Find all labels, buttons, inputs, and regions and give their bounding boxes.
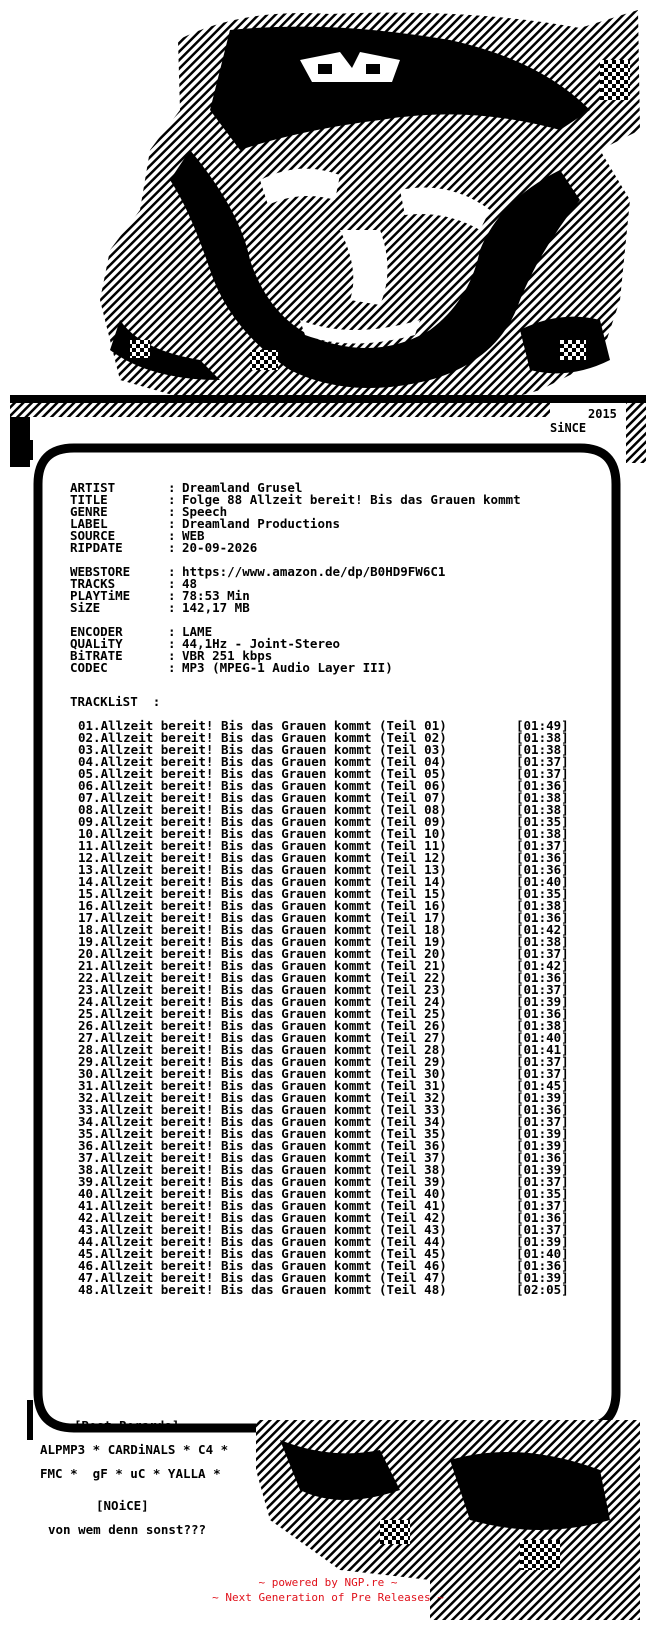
track-title: 11.Allzeit bereit! Bis das Grauen kommt (Teil 11) — [78, 838, 447, 853]
track-title: 22.Allzeit bereit! Bis das Grauen kommt (Teil 22) — [78, 970, 447, 985]
bottom-art — [256, 1420, 640, 1620]
greetings-tagline: von wem denn sonst??? — [48, 1522, 207, 1537]
info-key: LABEL — [70, 516, 108, 531]
track-title: 26.Allzeit bereit! Bis das Grauen kommt (Teil 26) — [78, 1018, 447, 1033]
track-title: 42.Allzeit bereit! Bis das Grauen kommt (Teil 42) — [78, 1210, 447, 1225]
track-duration: [01:49] — [516, 718, 569, 733]
track-title: 35.Allzeit bereit! Bis das Grauen kommt (Teil 35) — [78, 1126, 447, 1141]
info-separator: : — [168, 516, 176, 531]
face-illustration — [100, 10, 640, 410]
track-duration: [01:38] — [516, 790, 569, 805]
track-duration: [01:39] — [516, 1234, 569, 1249]
track-duration: [01:45] — [516, 1078, 569, 1093]
info-value: 20-09-2026 — [182, 540, 258, 555]
track-title: 30.Allzeit bereit! Bis das Grauen kommt (Teil 30) — [78, 1066, 447, 1081]
track-title: 08.Allzeit bereit! Bis das Grauen kommt (Teil 08) — [78, 802, 447, 817]
info-value: Folge 88 Allzeit bereit! Bis das Grauen kommt — [182, 492, 521, 507]
track-title: 45.Allzeit bereit! Bis das Grauen kommt (Teil 45) — [78, 1246, 447, 1261]
track-title: 28.Allzeit bereit! Bis das Grauen kommt (Teil 28) — [78, 1042, 447, 1057]
info-separator: : — [168, 660, 176, 675]
info-key: WEBSTORE — [70, 564, 131, 579]
tracklist-title: TRACKLiST : — [70, 694, 161, 709]
info-key: QUALiTY — [70, 636, 123, 651]
track-title: 24.Allzeit bereit! Bis das Grauen kommt (Teil 24) — [78, 994, 447, 1009]
track-duration: [01:37] — [516, 1174, 569, 1189]
track-duration: [01:36] — [516, 1258, 569, 1273]
track-duration: [01:36] — [516, 1150, 569, 1165]
greetings-regards: [Best Regards] — [74, 1418, 180, 1433]
track-duration: [01:36] — [516, 910, 569, 925]
track-title: 07.Allzeit bereit! Bis das Grauen kommt (Teil 07) — [78, 790, 447, 805]
track-duration: [01:37] — [516, 1198, 569, 1213]
info-row — [70, 530, 521, 542]
track-duration: [01:35] — [516, 814, 569, 829]
info-key: GENRE — [70, 504, 108, 519]
track-duration: [01:37] — [516, 838, 569, 853]
info-key: CODEC — [70, 660, 108, 675]
track-title: 32.Allzeit bereit! Bis das Grauen kommt (Teil 32) — [78, 1090, 447, 1105]
track-title: 36.Allzeit bereit! Bis das Grauen kommt (Teil 36) — [78, 1138, 447, 1153]
info-key: PLAYTiME — [70, 588, 131, 603]
track-duration: [01:39] — [516, 1126, 569, 1141]
info-value: MP3 (MPEG-1 Audio Layer III) — [182, 660, 393, 675]
track-title: 02.Allzeit bereit! Bis das Grauen kommt (Teil 02) — [78, 730, 447, 745]
track-title: 40.Allzeit bereit! Bis das Grauen kommt (Teil 40) — [78, 1186, 447, 1201]
info-separator: : — [168, 528, 176, 543]
info-row — [70, 638, 521, 650]
track-duration: [01:38] — [516, 742, 569, 757]
track-title: 12.Allzeit bereit! Bis das Grauen kommt (Teil 12) — [78, 850, 447, 865]
info-separator: : — [168, 624, 176, 639]
info-row — [70, 602, 521, 614]
track-duration: [01:42] — [516, 922, 569, 937]
track-duration: [01:37] — [516, 946, 569, 961]
info-separator: : — [168, 540, 176, 555]
greetings-noice: [NOiCE] — [96, 1498, 149, 1513]
info-key: SOURCE — [70, 528, 116, 543]
track-duration: [01:36] — [516, 1006, 569, 1021]
track-duration: [01:38] — [516, 802, 569, 817]
info-separator: : — [168, 480, 176, 495]
track-duration: [02:05] — [516, 1282, 569, 1297]
info-separator: : — [168, 504, 176, 519]
info-value: 142,17 MB — [182, 600, 250, 615]
info-key: RIPDATE — [70, 540, 123, 555]
info-key: BiTRATE — [70, 648, 123, 663]
footer-tagline: ~ Next Generation of Pre Releases ~ — [212, 1591, 444, 1604]
track-duration: [01:39] — [516, 1162, 569, 1177]
info-separator: : — [168, 636, 176, 651]
track-title: 15.Allzeit bereit! Bis das Grauen kommt (Teil 15) — [78, 886, 447, 901]
track-duration: [01:35] — [516, 886, 569, 901]
track-duration: [01:37] — [516, 982, 569, 997]
year-label: 2015 — [588, 407, 617, 421]
info-value: Dreamland Grusel — [182, 480, 303, 495]
info-value: Speech — [182, 504, 228, 519]
info-value: https://www.amazon.de/dp/B0HD9FW6C1 — [182, 564, 446, 579]
track-title: 38.Allzeit bereit! Bis das Grauen kommt (Teil 38) — [78, 1162, 447, 1177]
info-value: Dreamland Productions — [182, 516, 341, 531]
info-row — [70, 518, 521, 530]
track-title: 34.Allzeit bereit! Bis das Grauen kommt (Teil 34) — [78, 1114, 447, 1129]
track-duration: [01:41] — [516, 1042, 569, 1057]
track-duration: [01:39] — [516, 1138, 569, 1153]
section-gap — [70, 614, 521, 626]
track-duration: [01:37] — [516, 1054, 569, 1069]
release-info — [70, 482, 521, 674]
track-title: 10.Allzeit bereit! Bis das Grauen kommt (Teil 10) — [78, 826, 447, 841]
track-title: 21.Allzeit bereit! Bis das Grauen kommt (Teil 21) — [78, 958, 447, 973]
tracklist — [78, 720, 588, 1296]
track-duration: [01:38] — [516, 898, 569, 913]
info-key: ARTIST — [70, 480, 116, 495]
track-duration: [01:37] — [516, 1114, 569, 1129]
track-duration: [01:35] — [516, 1186, 569, 1201]
track-duration: [01:38] — [516, 1018, 569, 1033]
track-duration: [01:36] — [516, 850, 569, 865]
track-duration: [01:36] — [516, 1210, 569, 1225]
track-title: 39.Allzeit bereit! Bis das Grauen kommt (Teil 39) — [78, 1174, 447, 1189]
info-separator: : — [168, 648, 176, 663]
track-duration: [01:38] — [516, 730, 569, 745]
track-duration: [01:39] — [516, 1090, 569, 1105]
greetings-groups-line1: ALPMP3 * CARDiNALS * C4 * — [40, 1442, 229, 1457]
track-title: 03.Allzeit bereit! Bis das Grauen kommt (Teil 03) — [78, 742, 447, 757]
track-duration: [01:37] — [516, 1066, 569, 1081]
info-separator: : — [168, 576, 176, 591]
info-row — [70, 494, 521, 506]
info-value: VBR 251 kbps — [182, 648, 273, 663]
track-title: 46.Allzeit bereit! Bis das Grauen kommt (Teil 46) — [78, 1258, 447, 1273]
track-title: 25.Allzeit bereit! Bis das Grauen kommt (Teil 25) — [78, 1006, 447, 1021]
info-row — [70, 542, 521, 554]
track-title: 27.Allzeit bereit! Bis das Grauen kommt (Teil 27) — [78, 1030, 447, 1045]
track-title: 04.Allzeit bereit! Bis das Grauen kommt (Teil 04) — [78, 754, 447, 769]
track-title: 20.Allzeit bereit! Bis das Grauen kommt (Teil 20) — [78, 946, 447, 961]
track-title: 13.Allzeit bereit! Bis das Grauen kommt (Teil 13) — [78, 862, 447, 877]
info-value: 44,1Hz - Joint-Stereo — [182, 636, 341, 651]
info-key: TRACKS — [70, 576, 116, 591]
track-title: 16.Allzeit bereit! Bis das Grauen kommt (Teil 16) — [78, 898, 447, 913]
track-title: 05.Allzeit bereit! Bis das Grauen kommt (Teil 05) — [78, 766, 447, 781]
info-value: 78:53 Min — [182, 588, 250, 603]
footer-powered-by: ~ powered by NGP.re ~ — [258, 1576, 398, 1589]
info-row — [70, 578, 521, 590]
info-value: LAME — [182, 624, 213, 639]
track-duration: [01:39] — [516, 994, 569, 1009]
info-separator: : — [168, 564, 176, 579]
info-value: 48 — [182, 576, 198, 591]
info-separator: : — [168, 492, 176, 507]
track-duration: [01:36] — [516, 778, 569, 793]
track-duration: [01:36] — [516, 862, 569, 877]
track-duration: [01:40] — [516, 874, 569, 889]
track-duration: [01:37] — [516, 1222, 569, 1237]
track-duration: [01:40] — [516, 1030, 569, 1045]
track-title: 23.Allzeit bereit! Bis das Grauen kommt (Teil 23) — [78, 982, 447, 997]
info-separator: : — [168, 588, 176, 603]
info-key: TITLE — [70, 492, 108, 507]
track-title: 01.Allzeit bereit! Bis das Grauen kommt (Teil 01) — [78, 718, 447, 733]
track-duration: [01:38] — [516, 934, 569, 949]
track-title: 29.Allzeit bereit! Bis das Grauen kommt (Teil 29) — [78, 1054, 447, 1069]
track-duration: [01:39] — [516, 1270, 569, 1285]
since-label: SiNCE — [550, 421, 587, 435]
track-duration: [01:40] — [516, 1246, 569, 1261]
info-row — [70, 566, 521, 578]
track-title: 06.Allzeit bereit! Bis das Grauen kommt (Teil 06) — [78, 778, 447, 793]
track-title: 17.Allzeit bereit! Bis das Grauen kommt (Teil 17) — [78, 910, 447, 925]
track-title: 09.Allzeit bereit! Bis das Grauen kommt (Teil 09) — [78, 814, 447, 829]
track-title: 47.Allzeit bereit! Bis das Grauen kommt (Teil 47) — [78, 1270, 447, 1285]
track-title: 48.Allzeit bereit! Bis das Grauen kommt (Teil 48) — [78, 1282, 447, 1297]
track-duration: [01:42] — [516, 958, 569, 973]
info-key: ENCODER — [70, 624, 123, 639]
track-duration: [01:37] — [516, 754, 569, 769]
info-separator: : — [168, 600, 176, 615]
track-duration: [01:38] — [516, 826, 569, 841]
info-key: SiZE — [70, 600, 101, 615]
track-title: 19.Allzeit bereit! Bis das Grauen kommt (Teil 19) — [78, 934, 447, 949]
track-title: 43.Allzeit bereit! Bis das Grauen kommt (Teil 43) — [78, 1222, 447, 1237]
greetings-groups-line2: FMC * gF * uC * YALLA * — [40, 1466, 221, 1481]
track-title: 31.Allzeit bereit! Bis das Grauen kommt (Teil 31) — [78, 1078, 447, 1093]
track-duration: [01:37] — [516, 766, 569, 781]
info-value: WEB — [182, 528, 205, 543]
track-title: 18.Allzeit bereit! Bis das Grauen kommt (Teil 18) — [78, 922, 447, 937]
track-duration: [01:36] — [516, 1102, 569, 1117]
track-row — [78, 1284, 588, 1296]
track-title: 14.Allzeit bereit! Bis das Grauen kommt (Teil 14) — [78, 874, 447, 889]
track-title: 37.Allzeit bereit! Bis das Grauen kommt (Teil 37) — [78, 1150, 447, 1165]
info-row — [70, 590, 521, 602]
track-title: 44.Allzeit bereit! Bis das Grauen kommt (Teil 44) — [78, 1234, 447, 1249]
info-row — [70, 662, 521, 674]
track-duration: [01:36] — [516, 970, 569, 985]
track-title: 41.Allzeit bereit! Bis das Grauen kommt (Teil 41) — [78, 1198, 447, 1213]
track-title: 33.Allzeit bereit! Bis das Grauen kommt (Teil 33) — [78, 1102, 447, 1117]
